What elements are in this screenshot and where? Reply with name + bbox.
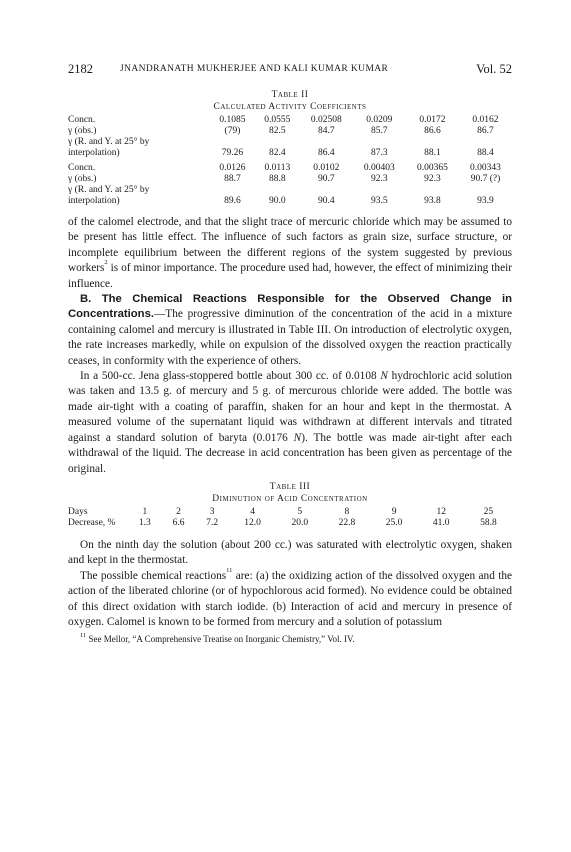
table-cell: 22.8 <box>338 517 356 528</box>
running-header <box>68 62 512 82</box>
table-cell: 92.3 <box>371 174 388 184</box>
row-label: γ (obs.) <box>68 174 97 184</box>
journal-page <box>68 62 512 645</box>
table-cell: 85.7 <box>371 126 388 136</box>
reference-marker: 11 <box>226 566 233 574</box>
table-row <box>68 507 512 518</box>
row-label: Concn. <box>68 115 96 125</box>
table-row <box>68 174 512 185</box>
table-cell: 90.7 (?) <box>470 174 501 184</box>
row-label: Concn. <box>68 163 96 173</box>
table-cell: 0.00403 <box>363 163 395 173</box>
table-cell: 90.7 <box>317 174 335 184</box>
row-label: interpolation) <box>68 196 120 206</box>
table-row <box>68 115 512 126</box>
table-3 <box>68 482 512 529</box>
reference-marker: 2 <box>104 259 108 267</box>
table-row <box>68 148 512 159</box>
paragraph-text: In a 500-cc. Jena glass-stoppered bottle about 300 cc. of 0.0108 <box>80 370 381 383</box>
table-3-label: Table III <box>269 481 311 492</box>
table-cell: 93.8 <box>424 196 441 206</box>
table-cell: 12.0 <box>244 517 261 528</box>
footnote <box>68 634 512 645</box>
table-cell: 86.7 <box>477 126 494 136</box>
table-cell: 7.2 <box>206 517 219 528</box>
footnote-text: See Mellor, “A Comprehensive Treatise on Inorganic Chemistry,” Vol. IV. <box>86 634 355 645</box>
paragraph <box>68 215 512 292</box>
table-row <box>68 137 512 148</box>
table-cell: 86.6 <box>424 126 441 136</box>
table-cell: 82.4 <box>269 148 286 158</box>
table-cell: 88.4 <box>477 148 494 158</box>
table-cell: 0.0102 <box>313 163 340 173</box>
table-cell: 0.1085 <box>219 115 246 125</box>
table-cell: 9 <box>391 506 397 517</box>
table-row <box>68 163 512 174</box>
table-cell: 25.0 <box>385 517 403 528</box>
table-cell: 0.0555 <box>264 115 291 125</box>
table-row <box>68 518 512 529</box>
table-row <box>68 126 512 137</box>
table-cell: 3 <box>209 506 215 517</box>
table-cell: 88.1 <box>424 148 441 158</box>
running-authors: JNANDRANATH MUKHERJEE AND KALI KUMAR KUMAR <box>120 64 389 74</box>
table-cell: (79) <box>224 126 241 136</box>
paragraph-text: is of minor importance. The procedure used had, however, the effect of minimizing their influence. <box>68 262 512 290</box>
table-cell: 0.0162 <box>472 115 499 125</box>
table-row <box>68 196 512 207</box>
table-cell: 5 <box>297 506 303 517</box>
table-cell: 86.4 <box>317 148 335 158</box>
volume-label: Vol. 52 <box>476 62 512 76</box>
body-text-2 <box>68 538 512 630</box>
table-cell: 82.5 <box>269 126 286 136</box>
table-cell: 88.8 <box>269 174 286 184</box>
table-2-label: Table II <box>271 90 309 100</box>
table-2-title: Calculated Activity Coefficients <box>213 102 367 112</box>
table-cell: 0.0126 <box>219 163 246 173</box>
normality-symbol: N <box>293 431 302 444</box>
paragraph <box>68 566 513 631</box>
table-cell: 20.0 <box>291 517 309 528</box>
table-cell: 93.5 <box>371 196 388 206</box>
table-row <box>68 185 512 196</box>
paragraph-text: of the calomel electrode, and that the slight trace of mercuric chloride which may be assumed to be present has little effect. The influence of such factors as grain size, surface structure, or incomplete equilibrium between the different regions of the system suggested by previous workers <box>68 216 512 275</box>
paragraph <box>68 369 512 477</box>
row-label: γ (obs.) <box>68 126 97 136</box>
table-cell: 12 <box>436 506 446 517</box>
table-cell: 0.0172 <box>419 115 446 125</box>
table-cell: 87.3 <box>371 148 388 158</box>
table-cell: 88.7 <box>224 174 241 184</box>
table-cell: 84.7 <box>317 126 335 136</box>
table-3-body <box>68 507 512 529</box>
page-number: 2182 <box>68 62 93 76</box>
paragraph-text: hydrochloric acid solution was taken and 13.5 g. of mercury and 5 g. of mercurous chloride were added. The bottle was made air-tight with a coating of paraffin, shaken for an hour and kept in the thermostat. A measured volume of the supernatant liquid was withdrawn at different intervals and titrated against a standard solution of baryta (0.0176 <box>68 370 512 444</box>
normality-symbol: N <box>380 370 388 383</box>
paragraph-text: ). The bottle was made air-tight after each withdrawal of the liquid. The decrease in acid concentration has been given as percentage of the original. <box>68 431 512 475</box>
paragraph <box>68 292 512 369</box>
row-label: γ (R. and Y. at 25° by <box>68 185 150 195</box>
table-cell: 2 <box>176 506 181 517</box>
footnote-marker: 11 <box>80 632 87 640</box>
table-cell: 92.3 <box>424 174 441 184</box>
table-cell: 0.00365 <box>416 163 448 173</box>
table-cell: 0.02508 <box>310 115 342 125</box>
table-cell: 89.6 <box>224 196 241 206</box>
table-cell: 0.0209 <box>366 115 393 125</box>
paragraph-text: are: (a) the oxidizing action of the dissolved oxygen and the action of the liberated chlorine (or of hypochlorous acid formed). No evidence could be obtained of this direct oxidation with starch iodide. (b) Interaction of acid and mercury in presence of oxygen. Calomel is known to be formed from mercury and a solution of potassium <box>68 569 513 628</box>
table-2 <box>68 90 512 207</box>
table-cell: 41.0 <box>432 517 450 528</box>
table-cell: 79.26 <box>221 148 244 158</box>
table-cell: 4 <box>250 506 255 517</box>
table-cell: 0.0113 <box>264 163 291 173</box>
table-cell: 0.00343 <box>470 163 501 173</box>
table-cell: 25 <box>483 506 494 517</box>
row-label: Days <box>68 506 88 517</box>
table-3-title: Diminution of Acid Concentration <box>212 493 368 504</box>
table-cell: 90.0 <box>269 196 286 206</box>
paragraph-text: —The progressive diminution of the concentration of the acid in a mixture containing calomel and mercury is illustrated in Table III. On introduction of electrolytic oxygen, the rate increases markedly, while on expulsion of the dissolved oxygen the reaction practically ceases, in conformity with the experience of others. <box>68 308 512 367</box>
row-label: Decrease, % <box>68 517 116 528</box>
table-cell: 8 <box>344 506 350 517</box>
table-cell: 1 <box>142 506 148 517</box>
table-2-body <box>68 115 512 207</box>
table-cell: 1.3 <box>138 517 151 528</box>
table-cell: 93.9 <box>477 196 494 206</box>
row-label: interpolation) <box>68 148 120 158</box>
section-heading: B. The Chemical Reactions Responsible for the Observed Change in Concentrations. <box>68 293 512 321</box>
row-label: γ (R. and Y. at 25° by <box>68 137 150 147</box>
body-text <box>68 215 512 477</box>
paragraph-text: The possible chemical reactions <box>80 569 227 582</box>
paragraph: On the ninth day the solution (about 200 cc.) was saturated with electrolytic oxygen, shaken and kept in the thermostat. <box>68 538 512 567</box>
table-cell: 90.4 <box>317 196 335 206</box>
table-cell: 6.6 <box>172 517 185 528</box>
table-cell: 58.8 <box>480 517 497 528</box>
